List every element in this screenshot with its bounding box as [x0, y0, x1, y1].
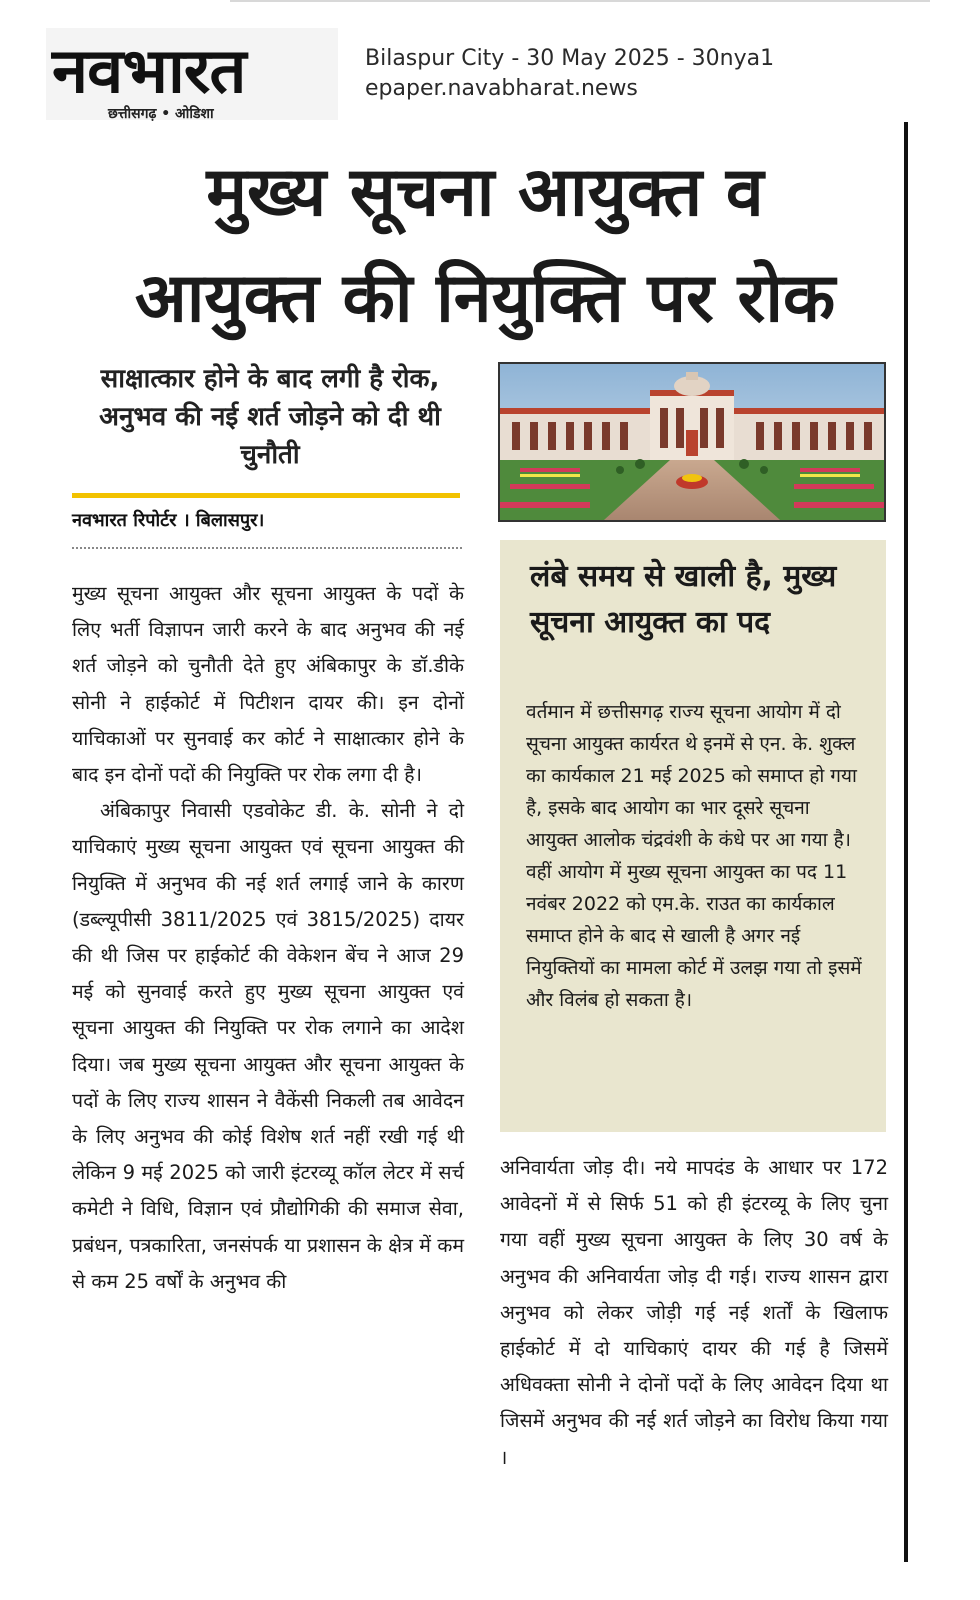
masthead [46, 24, 346, 126]
epaper-url: epaper.navabharat.news [365, 76, 638, 101]
sidebar-box-body: वर्तमान में छत्तीसगढ़ राज्य सूचना आयोग में दो सूचना आयुक्त कार्यरत थे इनमें से एन. के. शुक्ल का कार्यकाल 21 मई 2025 को समाप्त हो गया है, इसके बाद आयोग का भार दूसरे सूचना आयुक्त आलोक चंद्रवंशी के कंधे पर आ गया है। वहीं आयोग में मुख्य सूचना आयुक्त का पद 11 नवंबर 2022 को एम.के. राउत का कार्यकाल समाप्त होने के बाद से खाली है अगर नई नियुक्तियों का मामला कोर्ट में उलझ गया तो इसमें और विलंब हो सकता है। [526, 701, 862, 1011]
dotted-divider [72, 547, 462, 549]
headline-line-2: आयुक्त की नियुक्ति पर रोक [134, 259, 836, 338]
top-divider [230, 0, 930, 2]
newspaper-logo: नवभारत [52, 34, 246, 107]
accent-rule [72, 493, 460, 498]
high-court-building-icon [500, 364, 884, 520]
headline [70, 140, 900, 352]
article-paragraph-1: मुख्य सूचना आयुक्त और सूचना आयुक्त के पदों के लिए भर्ती विज्ञापन जारी करने के बाद अनुभव की नई शर्त जोड़ने को चुनौती देते हुए अंबिकापुर के डॉ.डीके सोनी ने हाईकोर्ट में पिटीशन दायर की। इन दोनों याचिकाओं पर सुनवाई कर कोर्ट ने साक्षात्कार होने के बाद इन दोनों पदों की नियुक्ति पर रोक लगा दी है। [72, 582, 464, 787]
high-court-photo [498, 362, 886, 522]
sidebar-info-box [500, 540, 886, 1132]
article-column-right [500, 1150, 888, 1476]
article-paragraph-2: अंबिकापुर निवासी एडवोकेट डी. के. सोनी ने दो याचिकाएं मुख्य सूचना आयुक्त एवं सूचना आयुक्त की नियुक्ति में अनुभव की नई शर्त लगाई जाने के कारण (डब्ल्यूपीसी 3811/2025 एवं 3815/2025) दायर की थी जिस पर हाईकोर्ट की वेकेशन बेंच ने आज 29 मई को सुनवाई करते हुए मुख्य सूचना आयुक्त एवं सूचना आयुक्त की नियुक्ति पर रोक लगाने का आदेश दिया। जब मुख्य सूचना आयुक्त और सूचना आयुक्त के पदों के लिए राज्य शासन ने वैकेंसी निकली तब आवेदन के लिए अनुभव की कोई विशेष शर्त नहीं रखी गई थी लेकिन 9 मई 2025 को जारी इंटरव्यू कॉल लेटर में सर्च कमेटी ने विधि, विज्ञान एवं प्रौद्योगिकी की समाज सेवा, प्रबंधन, पत्रकारिता, जनसंपर्क या प्रशासन के क्षेत्र में कम से कम 25 वर्षों के अनुभव की [72, 799, 464, 1293]
sidebar-box-title: लंबे समय से खाली है, मुख्य सूचना आयुक्त का पद [530, 559, 837, 640]
masthead-logo-box [46, 28, 338, 120]
right-border-rule [904, 122, 908, 1562]
byline: नवभारत रिपोर्टर । बिलासपुर। [72, 510, 265, 531]
article-column-left [72, 576, 464, 1300]
deck-subheadline: साक्षात्कार होने के बाद लगी है रोक, अनुभव की नई शर्त जोड़ने को दी थी चुनौती [99, 364, 441, 470]
headline-line-1: मुख्य सूचना आयुक्त व [206, 153, 764, 232]
masthead-regions: छत्तीसगढ़ • ओडिशा [108, 106, 214, 122]
edition-info [365, 44, 774, 104]
edition-line: Bilaspur City - 30 May 2025 - 30nya1 [365, 46, 775, 71]
article-paragraph-3: अनिवार्यता जोड़ दी। नये मापदंड के आधार पर 172 आवेदनों में से सिर्फ 51 को ही इंटरव्यू के लिए चुना गया वहीं मुख्य सूचना आयुक्त के लिए 30 वर्ष के अनुभव की अनिवार्यता जोड़ दी गई। राज्य शासन द्वारा अनुभव को लेकर जोड़ी गई नई शर्तों के खिलाफ हाईकोर्ट में दो याचिकाएं दायर की गई है जिसमें अधिवक्ता सोनी ने दोनों पदों के लिए आवेदन दिया था जिसमें अनुभव की नई शर्त जोड़ने का विरोध किया गया । [500, 1156, 888, 1469]
